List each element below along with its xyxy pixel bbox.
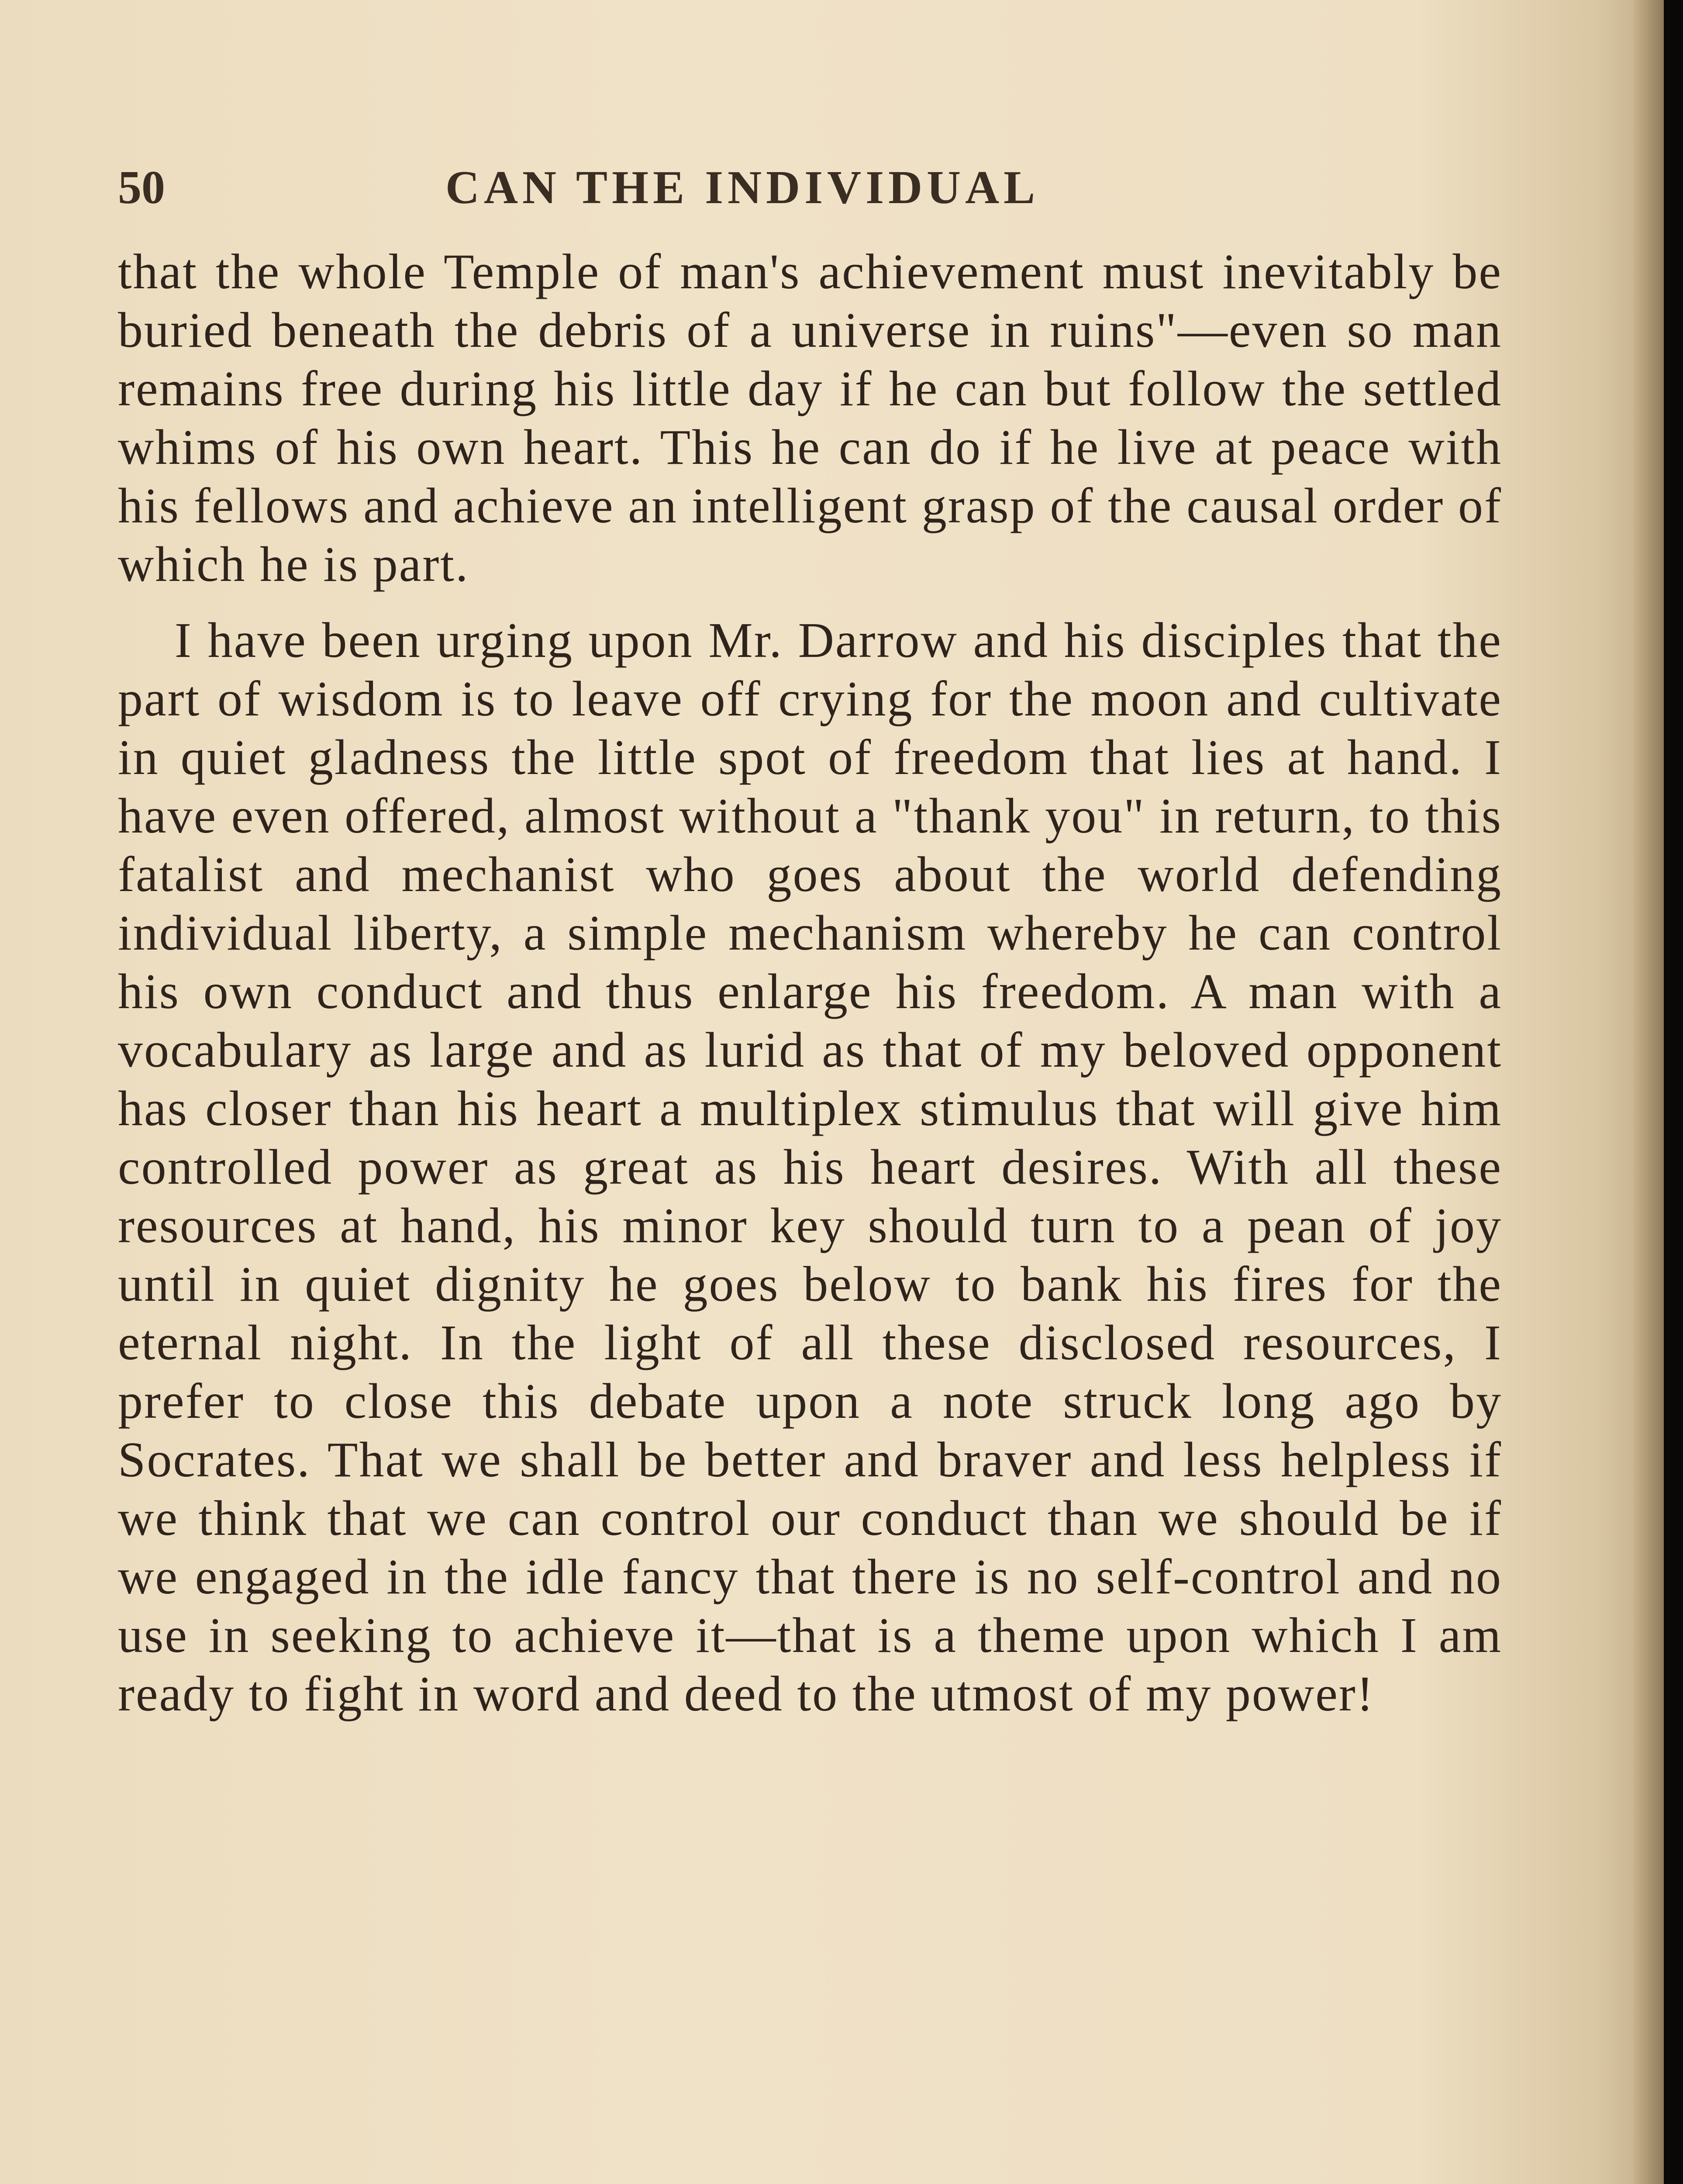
- running-head: [118, 153, 1502, 223]
- page-number: 50: [118, 162, 165, 214]
- running-title: CAN THE INDIVIDUAL: [445, 162, 1040, 214]
- paragraph: I have been urging upon Mr. Darrow and his disciples that the part of wisdom is to leave off crying for the moon and cultivate in quiet gladness the little spot of freedom that lies at hand. I have even offered, almost without a "thank you" in return, to this fatalist and mechanist who goes about the world defending individual liberty, a simple mechanism whereby he can control his own conduct and thus enlarge his freedom. A man with a vocabulary as large and as lurid as that of my beloved opponent has closer than his heart a multiplex stimulus that will give him controlled power as great as his heart desires. With all these resources at hand, his minor key should turn to a pean of joy until in quiet dignity he goes below to bank his fires for the eternal night. In the light of all these disclosed resources, I prefer to close this debate upon a note struck long ago by Socrates. That we shall be better and braver and less helpless if we think that we can control our conduct than we should be if we engaged in the idle fancy that there is no self-control and no use in seeking to achieve it—that is a theme upon which I am ready to fight in word and deed to the utmost of my power!: [118, 612, 1502, 1721]
- page-spine-shadow: [1633, 0, 1664, 2184]
- paragraph-continued: that the whole Temple of man's achievement must inevitably be buried beneath the debris of a universe in ruins"—even so man remains free during his little day if he can but follow the settled whims of his own heart. This he can do if he live at peace with his fellows and achieve an intelligent grasp of the causal order of which he is part.: [118, 244, 1502, 592]
- body-text: [118, 242, 1502, 1741]
